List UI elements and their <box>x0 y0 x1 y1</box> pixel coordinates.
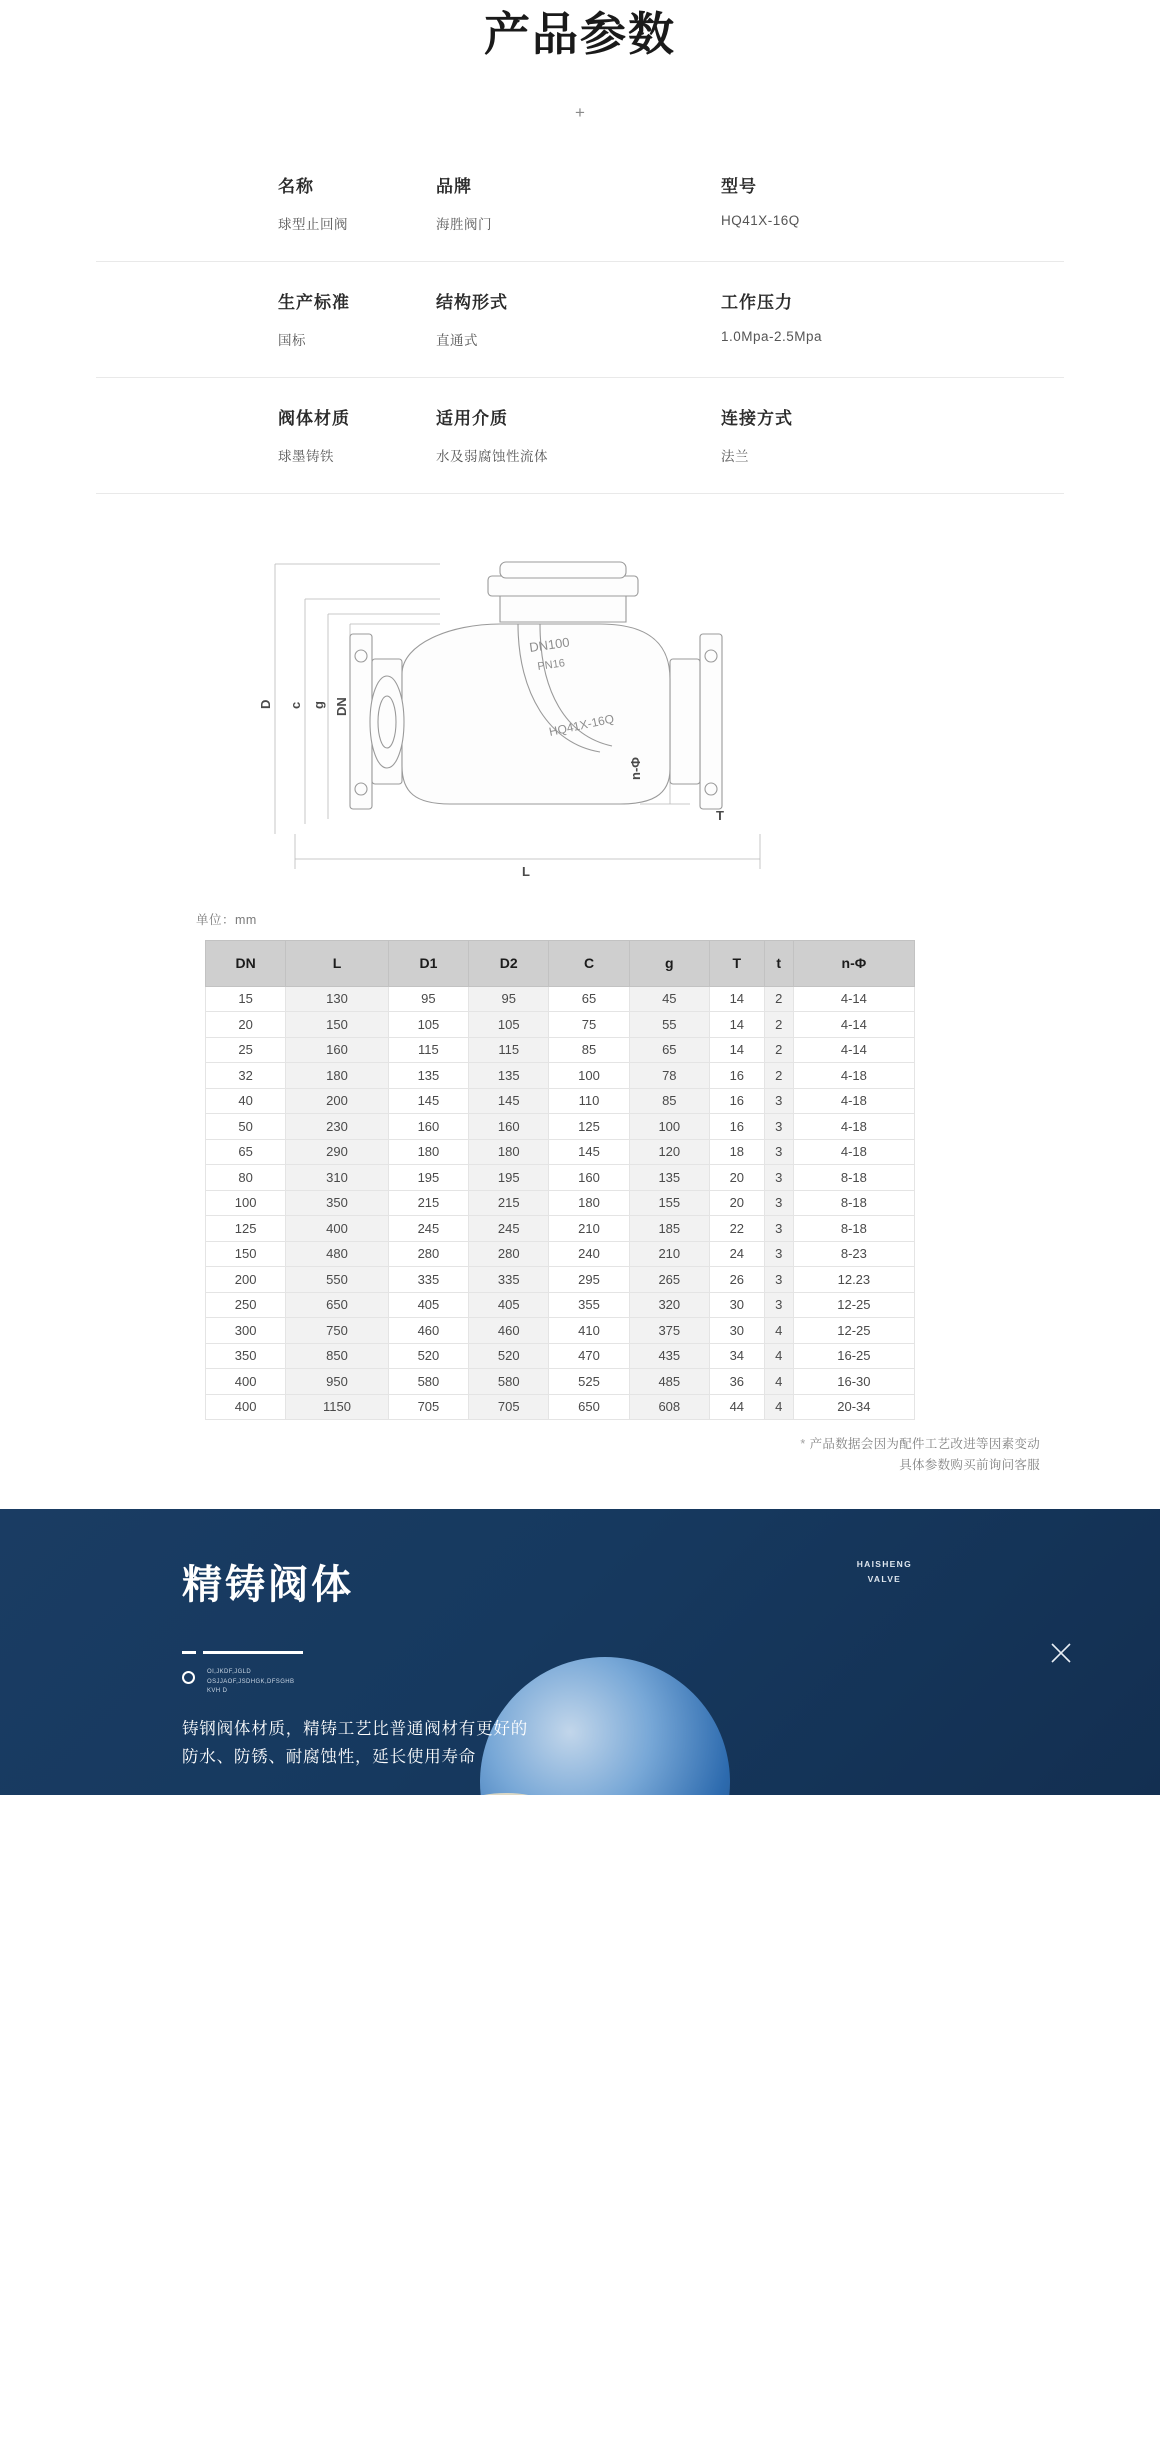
table-cell: 435 <box>629 1343 709 1369</box>
table-cell: 520 <box>388 1343 468 1369</box>
table-cell: 230 <box>286 1114 388 1140</box>
table-cell: 12-25 <box>793 1318 914 1344</box>
spec-label: 结构形式 <box>436 292 508 312</box>
table-cell: 580 <box>388 1369 468 1395</box>
table-cell: 200 <box>286 1088 388 1114</box>
table-cell: 705 <box>469 1394 549 1420</box>
table-row <box>206 1343 915 1369</box>
spec-value: 国标 <box>278 332 306 348</box>
table-cell: 130 <box>286 986 388 1012</box>
spec-cell-name <box>96 172 436 233</box>
table-cell: 105 <box>388 1012 468 1038</box>
table-row <box>206 1394 915 1420</box>
table-cell: 650 <box>549 1394 629 1420</box>
banner-subtitle-block <box>182 1668 1160 1696</box>
page-title: 产品参数 <box>484 8 676 60</box>
table-cell: 1150 <box>286 1394 388 1420</box>
spec-value: 海胜阀门 <box>436 216 492 232</box>
spec-label: 品牌 <box>436 176 472 196</box>
spec-label: 阀体材质 <box>278 408 350 428</box>
table-cell: 3 <box>764 1088 793 1114</box>
spec-section <box>0 146 1160 494</box>
table-cell: 375 <box>629 1318 709 1344</box>
table-cell: 4-18 <box>793 1139 914 1165</box>
drawing-label-dn: DN <box>334 696 349 716</box>
table-row <box>206 1139 915 1165</box>
banner-description <box>182 1715 528 1771</box>
dimension-table-block <box>0 910 1160 1476</box>
table-cell: 30 <box>709 1292 764 1318</box>
table-cell: 12-25 <box>793 1292 914 1318</box>
table-cell: 280 <box>388 1241 468 1267</box>
table-header-cell: C <box>549 940 629 986</box>
table-cell: 55 <box>629 1012 709 1038</box>
table-cell: 20 <box>709 1190 764 1216</box>
spec-row <box>96 146 1064 262</box>
table-row <box>206 1165 915 1191</box>
table-cell: 24 <box>709 1241 764 1267</box>
table-cell: 410 <box>549 1318 629 1344</box>
spec-value: 法兰 <box>721 448 749 464</box>
table-cell: 195 <box>388 1165 468 1191</box>
table-cell: 14 <box>709 1037 764 1063</box>
table-cell: 75 <box>549 1012 629 1038</box>
valve-technical-drawing <box>0 504 1160 904</box>
spec-cell-material <box>96 404 436 465</box>
table-cell: 290 <box>286 1139 388 1165</box>
table-cell: 50 <box>206 1114 286 1140</box>
table-cell: 335 <box>469 1267 549 1293</box>
table-cell: 16 <box>709 1088 764 1114</box>
table-cell: 608 <box>629 1394 709 1420</box>
table-cell: 750 <box>286 1318 388 1344</box>
table-cell: 100 <box>629 1114 709 1140</box>
table-cell: 950 <box>286 1369 388 1395</box>
spec-cell-model <box>721 172 1021 233</box>
table-cell: 3 <box>764 1241 793 1267</box>
spec-cell-connection <box>721 404 1021 465</box>
table-cell: 12.23 <box>793 1267 914 1293</box>
feature-banner <box>0 1509 1160 1795</box>
table-cell: 180 <box>286 1063 388 1089</box>
table-cell: 320 <box>629 1292 709 1318</box>
table-header-cell: t <box>764 940 793 986</box>
spec-cell-medium <box>436 404 721 465</box>
table-cell: 22 <box>709 1216 764 1242</box>
table-row <box>206 1369 915 1395</box>
table-row <box>206 1292 915 1318</box>
table-cell: 120 <box>629 1139 709 1165</box>
banner-description-line-2: 防水、防锈、耐腐蚀性，延长使用寿命 <box>182 1748 477 1767</box>
table-body <box>206 986 915 1420</box>
drawing-label-g: g <box>311 700 326 709</box>
drawing-cast-mark-side: HQ41X-16Q <box>547 711 616 739</box>
banner-subtitle-text <box>207 1668 294 1696</box>
table-cell: 145 <box>388 1088 468 1114</box>
spec-label: 适用介质 <box>436 408 508 428</box>
table-cell: 20 <box>206 1012 286 1038</box>
table-cell: 135 <box>629 1165 709 1191</box>
banner-subtitle-line-3: KVH D <box>207 1687 228 1694</box>
banner-title: 精铸阀体 <box>182 1563 354 1608</box>
spec-cell-brand <box>436 172 721 233</box>
banner-subtitle-line-1: OI,JKDF,JGLD <box>207 1669 252 1676</box>
table-cell: 550 <box>286 1267 388 1293</box>
table-row <box>206 986 915 1012</box>
table-cell: 30 <box>709 1318 764 1344</box>
table-cell: 3 <box>764 1292 793 1318</box>
table-cell: 3 <box>764 1216 793 1242</box>
drawing-label-l: L <box>522 863 530 879</box>
table-row <box>206 1063 915 1089</box>
table-cell: 160 <box>286 1037 388 1063</box>
table-cell: 65 <box>206 1139 286 1165</box>
table-cell: 4-14 <box>793 1012 914 1038</box>
drawing-label-d: D <box>258 699 273 709</box>
table-header-cell: DN <box>206 940 286 986</box>
spec-row <box>96 378 1064 494</box>
drawing-cast-mark-top: DN100 <box>528 633 571 655</box>
table-cell: 110 <box>549 1088 629 1114</box>
table-header-cell: D1 <box>388 940 468 986</box>
table-cell: 100 <box>206 1190 286 1216</box>
table-cell: 295 <box>549 1267 629 1293</box>
spec-value: 1.0Mpa-2.5Mpa <box>721 328 823 344</box>
table-cell: 8-18 <box>793 1165 914 1191</box>
table-cell: 3 <box>764 1114 793 1140</box>
footnote-line-2: 具体参数购买前询问客服 <box>899 1457 1040 1472</box>
table-cell: 250 <box>206 1292 286 1318</box>
table-row <box>206 1241 915 1267</box>
spec-row <box>96 262 1064 378</box>
table-cell: 210 <box>629 1241 709 1267</box>
table-cell: 160 <box>469 1114 549 1140</box>
table-row <box>206 1037 915 1063</box>
table-cell: 115 <box>388 1037 468 1063</box>
table-row <box>206 1318 915 1344</box>
table-cell: 4-14 <box>793 1037 914 1063</box>
spec-label: 生产标准 <box>278 292 350 312</box>
table-cell: 44 <box>709 1394 764 1420</box>
table-cell: 2 <box>764 1012 793 1038</box>
table-header-cell: L <box>286 940 388 986</box>
table-cell: 26 <box>709 1267 764 1293</box>
drawing-label-c: c <box>288 701 303 709</box>
table-cell: 350 <box>206 1343 286 1369</box>
table-cell: 160 <box>549 1165 629 1191</box>
table-cell: 335 <box>388 1267 468 1293</box>
table-header-row <box>206 940 915 986</box>
table-cell: 45 <box>629 986 709 1012</box>
table-cell: 2 <box>764 1037 793 1063</box>
spec-label: 工作压力 <box>721 292 793 312</box>
plus-divider-icon: + <box>575 102 585 122</box>
footnote-line-1: 产品数据会因为配件工艺改进等因素变动 <box>809 1437 1040 1451</box>
table-cell: 2 <box>764 1063 793 1089</box>
dimension-table <box>205 940 915 1421</box>
table-cell: 400 <box>206 1394 286 1420</box>
table-cell: 16 <box>709 1063 764 1089</box>
table-cell: 36 <box>709 1369 764 1395</box>
table-cell: 125 <box>206 1216 286 1242</box>
footnote-bullet-icon: * <box>800 1437 806 1451</box>
table-cell: 4-18 <box>793 1063 914 1089</box>
table-cell: 215 <box>469 1190 549 1216</box>
table-cell: 180 <box>469 1139 549 1165</box>
table-cell: 3 <box>764 1267 793 1293</box>
table-cell: 4 <box>764 1394 793 1420</box>
table-cell: 25 <box>206 1037 286 1063</box>
table-cell: 180 <box>388 1139 468 1165</box>
table-cell: 18 <box>709 1139 764 1165</box>
table-cell: 2 <box>764 986 793 1012</box>
table-cell: 480 <box>286 1241 388 1267</box>
table-cell: 78 <box>629 1063 709 1089</box>
table-header-cell: D2 <box>469 940 549 986</box>
table-cell: 150 <box>206 1241 286 1267</box>
table-footnote <box>0 1434 1040 1475</box>
table-cell: 8-18 <box>793 1190 914 1216</box>
table-cell: 115 <box>469 1037 549 1063</box>
table-cell: 185 <box>629 1216 709 1242</box>
table-cell: 16-30 <box>793 1369 914 1395</box>
table-cell: 32 <box>206 1063 286 1089</box>
table-cell: 4-14 <box>793 986 914 1012</box>
table-cell: 8-18 <box>793 1216 914 1242</box>
table-cell: 300 <box>206 1318 286 1344</box>
table-cell: 580 <box>469 1369 549 1395</box>
table-cell: 14 <box>709 986 764 1012</box>
table-cell: 460 <box>388 1318 468 1344</box>
table-cell: 4 <box>764 1343 793 1369</box>
table-cell: 105 <box>469 1012 549 1038</box>
drawing-label-t: T <box>716 807 724 823</box>
banner-subtitle-line-2: OSJJAOF,JSDHGK,DFSGHB <box>207 1678 295 1685</box>
table-cell: 14 <box>709 1012 764 1038</box>
table-cell: 310 <box>286 1165 388 1191</box>
table-cell: 210 <box>549 1216 629 1242</box>
table-cell: 34 <box>709 1343 764 1369</box>
brand-logo-line-2: VALVE <box>867 1573 902 1584</box>
table-cell: 240 <box>549 1241 629 1267</box>
table-header-cell: n-Φ <box>793 940 914 986</box>
drawing-cast-mark-mid: PN16 <box>536 656 566 673</box>
table-cell: 245 <box>469 1216 549 1242</box>
table-cell: 65 <box>629 1037 709 1063</box>
table-cell: 350 <box>286 1190 388 1216</box>
table-cell: 405 <box>469 1292 549 1318</box>
table-cell: 3 <box>764 1165 793 1191</box>
table-cell: 650 <box>286 1292 388 1318</box>
table-header-cell: g <box>629 940 709 986</box>
table-cell: 355 <box>549 1292 629 1318</box>
table-cell: 150 <box>286 1012 388 1038</box>
table-row <box>206 1088 915 1114</box>
table-cell: 485 <box>629 1369 709 1395</box>
table-cell: 400 <box>206 1369 286 1395</box>
spec-cell-standard <box>96 288 436 349</box>
table-cell: 85 <box>549 1037 629 1063</box>
table-row <box>206 1216 915 1242</box>
spec-value: 球型止回阀 <box>278 216 348 232</box>
brand-logo <box>857 1557 912 1586</box>
table-cell: 4 <box>764 1369 793 1395</box>
drawing-label-n-phi: n-Φ <box>628 756 643 780</box>
spec-value: 直通式 <box>436 332 478 348</box>
table-cell: 200 <box>206 1267 286 1293</box>
table-cell: 215 <box>388 1190 468 1216</box>
table-cell: 16 <box>709 1114 764 1140</box>
table-cell: 850 <box>286 1343 388 1369</box>
table-cell: 265 <box>629 1267 709 1293</box>
spec-cell-pressure <box>721 288 1021 349</box>
spec-label: 连接方式 <box>721 408 793 428</box>
table-cell: 400 <box>286 1216 388 1242</box>
table-cell: 20 <box>709 1165 764 1191</box>
table-cell: 460 <box>469 1318 549 1344</box>
table-cell: 520 <box>469 1343 549 1369</box>
table-row <box>206 1114 915 1140</box>
banner-description-line-1: 铸钢阀体材质，精铸工艺比普通阀材有更好的 <box>182 1720 528 1739</box>
table-row <box>206 1190 915 1216</box>
table-cell: 195 <box>469 1165 549 1191</box>
table-cell: 40 <box>206 1088 286 1114</box>
spec-label: 名称 <box>278 176 314 196</box>
spec-value: 球墨铸铁 <box>278 448 334 464</box>
table-cell: 4 <box>764 1318 793 1344</box>
table-cell: 245 <box>388 1216 468 1242</box>
table-cell: 155 <box>629 1190 709 1216</box>
table-cell: 65 <box>549 986 629 1012</box>
divider-dash-short <box>182 1651 196 1654</box>
table-cell: 4-18 <box>793 1114 914 1140</box>
page-header <box>0 0 1160 64</box>
table-cell: 95 <box>388 986 468 1012</box>
table-cell: 145 <box>469 1088 549 1114</box>
table-cell: 525 <box>549 1369 629 1395</box>
spec-label: 型号 <box>721 176 757 196</box>
divider-dash-long <box>203 1651 303 1654</box>
table-cell: 470 <box>549 1343 629 1369</box>
table-cell: 8-23 <box>793 1241 914 1267</box>
table-header-cell: T <box>709 940 764 986</box>
unit-note: 单位：mm <box>196 912 257 927</box>
table-cell: 95 <box>469 986 549 1012</box>
table-cell: 16-25 <box>793 1343 914 1369</box>
table-cell: 85 <box>629 1088 709 1114</box>
table-cell: 4-18 <box>793 1088 914 1114</box>
banner-content <box>0 1509 1160 1795</box>
table-row <box>206 1267 915 1293</box>
table-cell: 135 <box>469 1063 549 1089</box>
table-cell: 3 <box>764 1190 793 1216</box>
close-icon[interactable] <box>1048 1640 1074 1666</box>
brand-logo-line-1: HAISHENG <box>856 1559 912 1570</box>
table-cell: 405 <box>388 1292 468 1318</box>
table-cell: 180 <box>549 1190 629 1216</box>
table-cell: 145 <box>549 1139 629 1165</box>
table-cell: 80 <box>206 1165 286 1191</box>
table-cell: 3 <box>764 1139 793 1165</box>
table-cell: 125 <box>549 1114 629 1140</box>
valve-drawing-svg <box>200 504 960 894</box>
table-cell: 100 <box>549 1063 629 1089</box>
table-cell: 705 <box>388 1394 468 1420</box>
ring-icon <box>182 1671 195 1684</box>
table-cell: 160 <box>388 1114 468 1140</box>
spec-value: HQ41X-16Q <box>721 212 800 228</box>
table-cell: 280 <box>469 1241 549 1267</box>
table-row <box>206 1012 915 1038</box>
table-cell: 15 <box>206 986 286 1012</box>
banner-divider <box>182 1651 1160 1654</box>
table-cell: 135 <box>388 1063 468 1089</box>
spec-value: 水及弱腐蚀性流体 <box>436 448 548 464</box>
spec-cell-structure <box>436 288 721 349</box>
table-cell: 20-34 <box>793 1394 914 1420</box>
